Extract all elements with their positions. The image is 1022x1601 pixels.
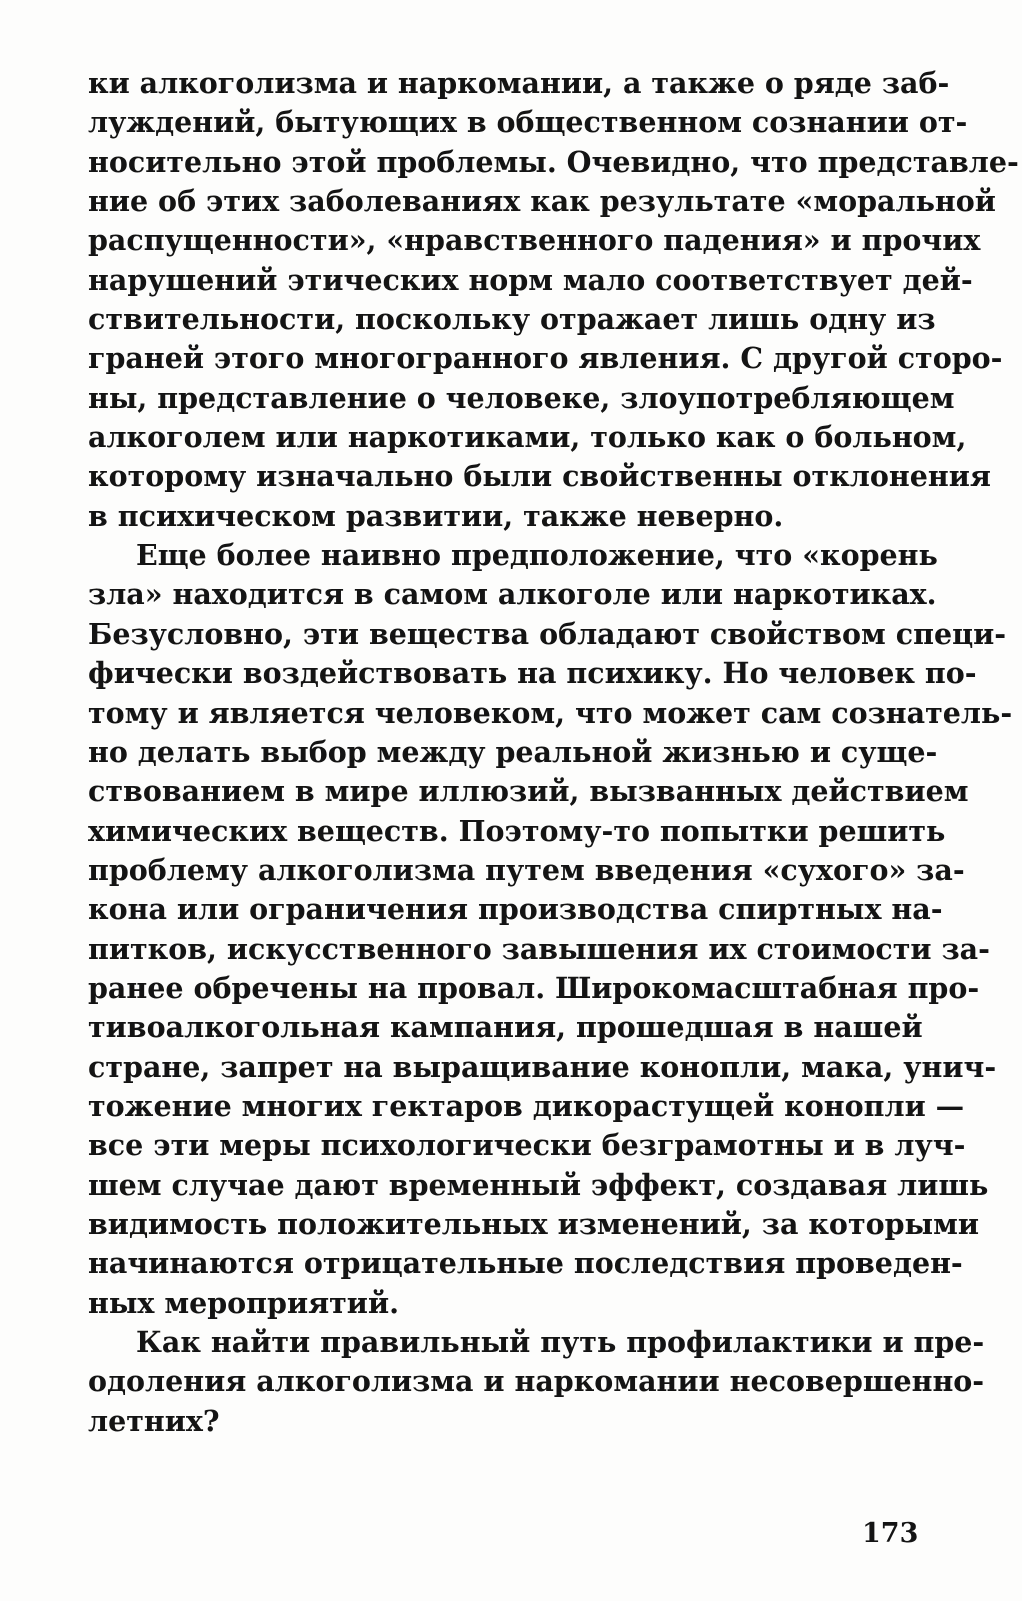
text-line: алкоголем или наркотиками, только как о больном, [88, 420, 967, 455]
text-line: фически воздействовать на психику. Но человек по- [88, 656, 977, 691]
text-line: ствованием в мире иллюзий, вызванных действием [88, 774, 969, 809]
text-line: тому и является человеком, что может сам сознатель- [88, 695, 1013, 730]
text-line: тожение многих гектаров дикорастущей конопли — [88, 1088, 965, 1123]
text-line: носительно этой проблемы. Очевидно, что представле- [88, 144, 1019, 179]
text-line: луждений, бытующих в общественном сознании от- [88, 105, 968, 140]
text-line: летних? [88, 1403, 220, 1438]
text-line: ки алкоголизма и наркомании, а также о ряде заб- [88, 66, 950, 100]
text-line: начинаются отрицательные последствия проведен- [88, 1246, 963, 1281]
text-line: Как найти правильный путь профилактики и пре- [136, 1325, 985, 1359]
text-line: ранее обречены на провал. Широкомасштабная про- [88, 970, 980, 1005]
text-line: химических веществ. Поэтому-то попытки решить [88, 813, 946, 848]
text-line: распущенности», «нравственного падения» и прочих [88, 223, 981, 258]
text-line: граней этого многогранного явления. С другой сторо- [88, 341, 1003, 376]
text-line: видимость положительных изменений, за которыми [88, 1206, 980, 1241]
text-line: питков, искусственного завышения их стоимости за- [88, 931, 990, 966]
paragraph-2 [88, 536, 1013, 1323]
text-line: все эти меры психологически безграмотны и в луч- [88, 1128, 966, 1163]
body-text [88, 64, 1019, 1441]
text-line: проблему алкоголизма путем введения «сухого» за- [88, 852, 965, 887]
text-line: ны, представление о человеке, злоупотребляющем [88, 380, 955, 415]
text-line: которому изначально были свойственны отклонения [88, 459, 991, 494]
text-line: стране, запрет на выращивание конопли, мака, унич- [88, 1049, 997, 1084]
text-line: но делать выбор между реальной жизнью и суще- [88, 734, 938, 769]
text-line: кона или ограничения производства спиртных на- [88, 892, 943, 927]
text-line: зла» находится в самом алкоголе или наркотиках. [88, 577, 937, 612]
paragraph-3 [88, 1323, 985, 1441]
text-line: Еще более наивно предположение, что «корень [136, 538, 938, 573]
text-line: нарушений этических норм мало соответствует дей- [88, 262, 973, 297]
text-line: ние об этих заболеваниях как результате «моральной [88, 184, 996, 219]
page-number: 173 [862, 1518, 919, 1549]
text-line: одоления алкоголизма и наркомании несовершенно- [88, 1364, 985, 1399]
text-line: шем случае дают временный эффект, создавая лишь [88, 1167, 989, 1202]
text-line: ных мероприятий. [88, 1285, 400, 1320]
text-line: ствительности, поскольку отражает лишь одну из [88, 302, 936, 337]
paragraph-1 [88, 64, 1019, 536]
text-line: тивоалкогольная кампания, прошедшая в нашей [88, 1010, 923, 1045]
text-line: в психическом развитии, также неверно. [88, 498, 784, 533]
text-line: Безусловно, эти вещества обладают свойством специ- [88, 616, 1007, 651]
